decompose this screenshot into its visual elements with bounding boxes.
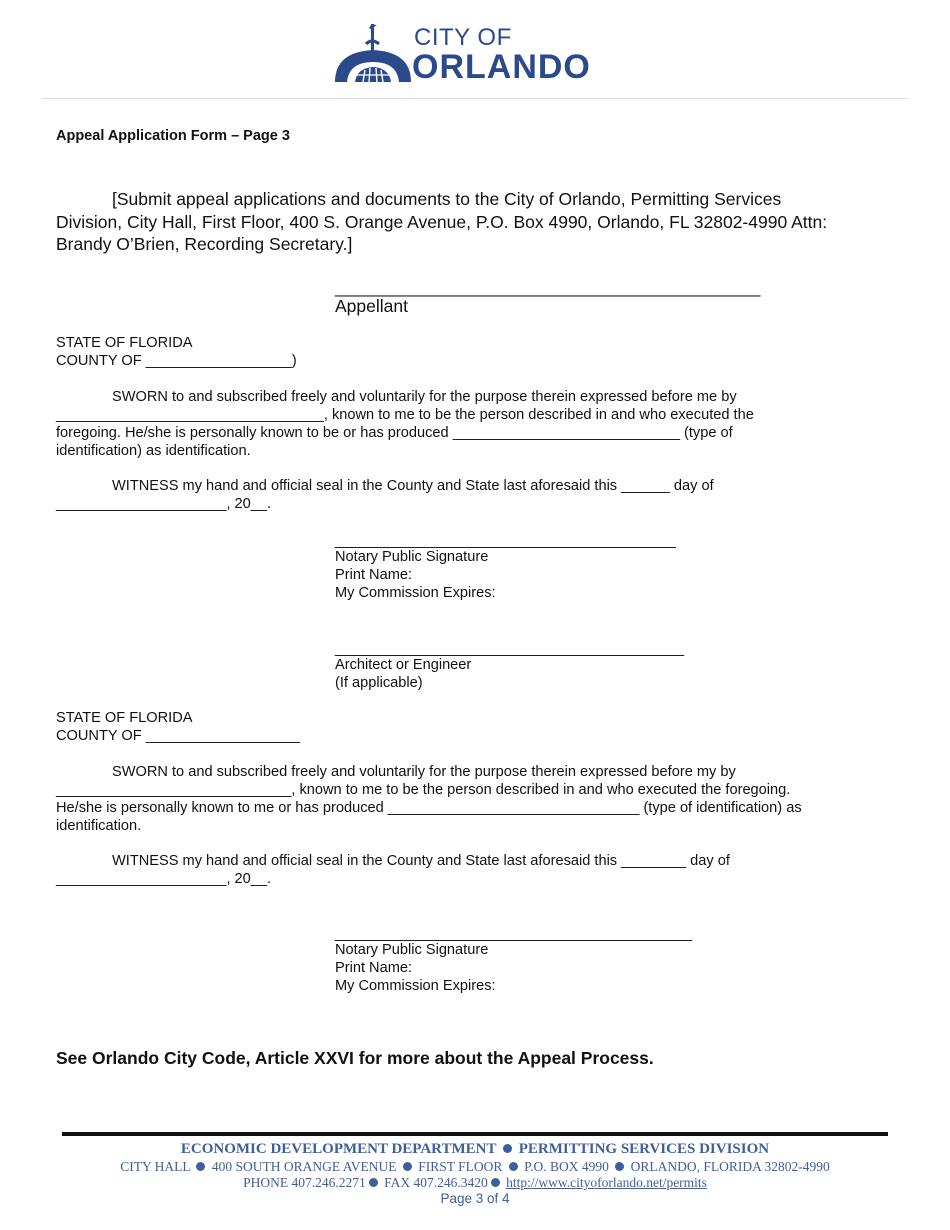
header-divider — [42, 98, 908, 99]
bullet-icon — [403, 1162, 412, 1171]
notary-signature-label-1: Notary Public Signature — [335, 549, 489, 565]
city-code-reference: See Orlando City Code, Article XXVI for more about the Appeal Process. — [56, 1048, 654, 1068]
page-title: Appeal Application Form – Page 3 — [56, 128, 290, 144]
page-number: Page 3 of 4 — [440, 1191, 510, 1206]
appellant-signature-line: _____________________________________________ — [335, 278, 761, 297]
footer-phone: PHONE 407.246.2271 — [243, 1175, 366, 1190]
county-field-2: COUNTY OF ___________________ — [56, 728, 300, 744]
bullet-icon — [615, 1162, 624, 1171]
notary-signature-label-2: Notary Public Signature — [335, 942, 489, 958]
state-label-2: STATE OF FLORIDA — [56, 710, 193, 726]
bullet-icon — [503, 1144, 512, 1153]
architect-if-applicable: (If applicable) — [335, 675, 423, 691]
county-field-1: COUNTY OF __________________) — [56, 353, 297, 369]
logo-orlando-text: ORLANDO — [412, 48, 591, 86]
footer-department-line — [0, 1141, 950, 1158]
state-label-1: STATE OF FLORIDA — [56, 335, 193, 351]
appellant-label: Appellant — [335, 296, 408, 316]
footer-floor: FIRST FLOOR — [418, 1159, 503, 1174]
footer-street: 400 SOUTH ORANGE AVENUE — [211, 1159, 397, 1174]
bullet-icon — [196, 1162, 205, 1171]
witness-statement-1: WITNESS my hand and official seal in the County and State last aforesaid this ______ day of _____________________, 20__. — [56, 478, 714, 512]
print-name-label-2: Print Name: — [335, 960, 413, 976]
print-name-label-1: Print Name: — [335, 567, 413, 583]
notary-signature-line-2: ____________________________________________ — [335, 926, 693, 942]
bullet-icon — [369, 1178, 378, 1187]
footer-contact-line — [0, 1175, 950, 1191]
footer-department: ECONOMIC DEVELOPMENT DEPARTMENT — [180, 1141, 497, 1157]
witness-statement-2: WITNESS my hand and official seal in the County and State last aforesaid this ________ day of _____________________, 20__. — [56, 853, 730, 887]
logo-city-of-text: CITY OF — [414, 24, 512, 51]
architect-label: Architect or Engineer — [335, 657, 472, 673]
footer-division: PERMITTING SERVICES DIVISION — [518, 1141, 770, 1157]
footer-website-link[interactable]: http://www.cityoforlando.net/permits — [506, 1175, 707, 1190]
footer-fax: FAX 407.246.3420 — [384, 1175, 488, 1190]
footer-divider — [62, 1132, 888, 1136]
footer-city-hall: CITY HALL — [120, 1159, 191, 1174]
commission-expires-label-2: My Commission Expires: — [335, 978, 496, 994]
footer-city-state-zip: ORLANDO, FLORIDA 32802-4990 — [630, 1159, 830, 1174]
sworn-statement-1: SWORN to and subscribed freely and voluntarily for the purpose therein expressed before me by _________________________________, known to me to be the person described in and who executed the foregoing. He/she is personally known to be or has produced ____________________________ (type of identification) as identification. — [56, 389, 754, 459]
commission-expires-label-1: My Commission Expires: — [335, 585, 496, 601]
submit-instructions: [Submit appeal applications and documents to the City of Orlando, Permitting Services Division, City Hall, First Floor, 400 S. Orange Avenue, P.O. Box 4990, Orlando, FL 32802-4990 Attn: Brandy O’Brien, Recording Secretary.] — [56, 189, 828, 254]
architect-signature-line: ___________________________________________ — [335, 641, 685, 657]
bullet-icon — [491, 1178, 500, 1187]
footer-po-box: P.O. BOX 4990 — [524, 1159, 609, 1174]
sworn-statement-2: SWORN to and subscribed freely and voluntarily for the purpose therein expressed before my by _____________________________, known to me to be the person described in and who executed the foregoing. He/she is personally known to me or has produced _______________________________ (type of identification) as identification. — [56, 764, 802, 834]
footer-address-line — [0, 1159, 950, 1175]
notary-signature-line-1: __________________________________________ — [335, 533, 676, 549]
bullet-icon — [509, 1162, 518, 1171]
